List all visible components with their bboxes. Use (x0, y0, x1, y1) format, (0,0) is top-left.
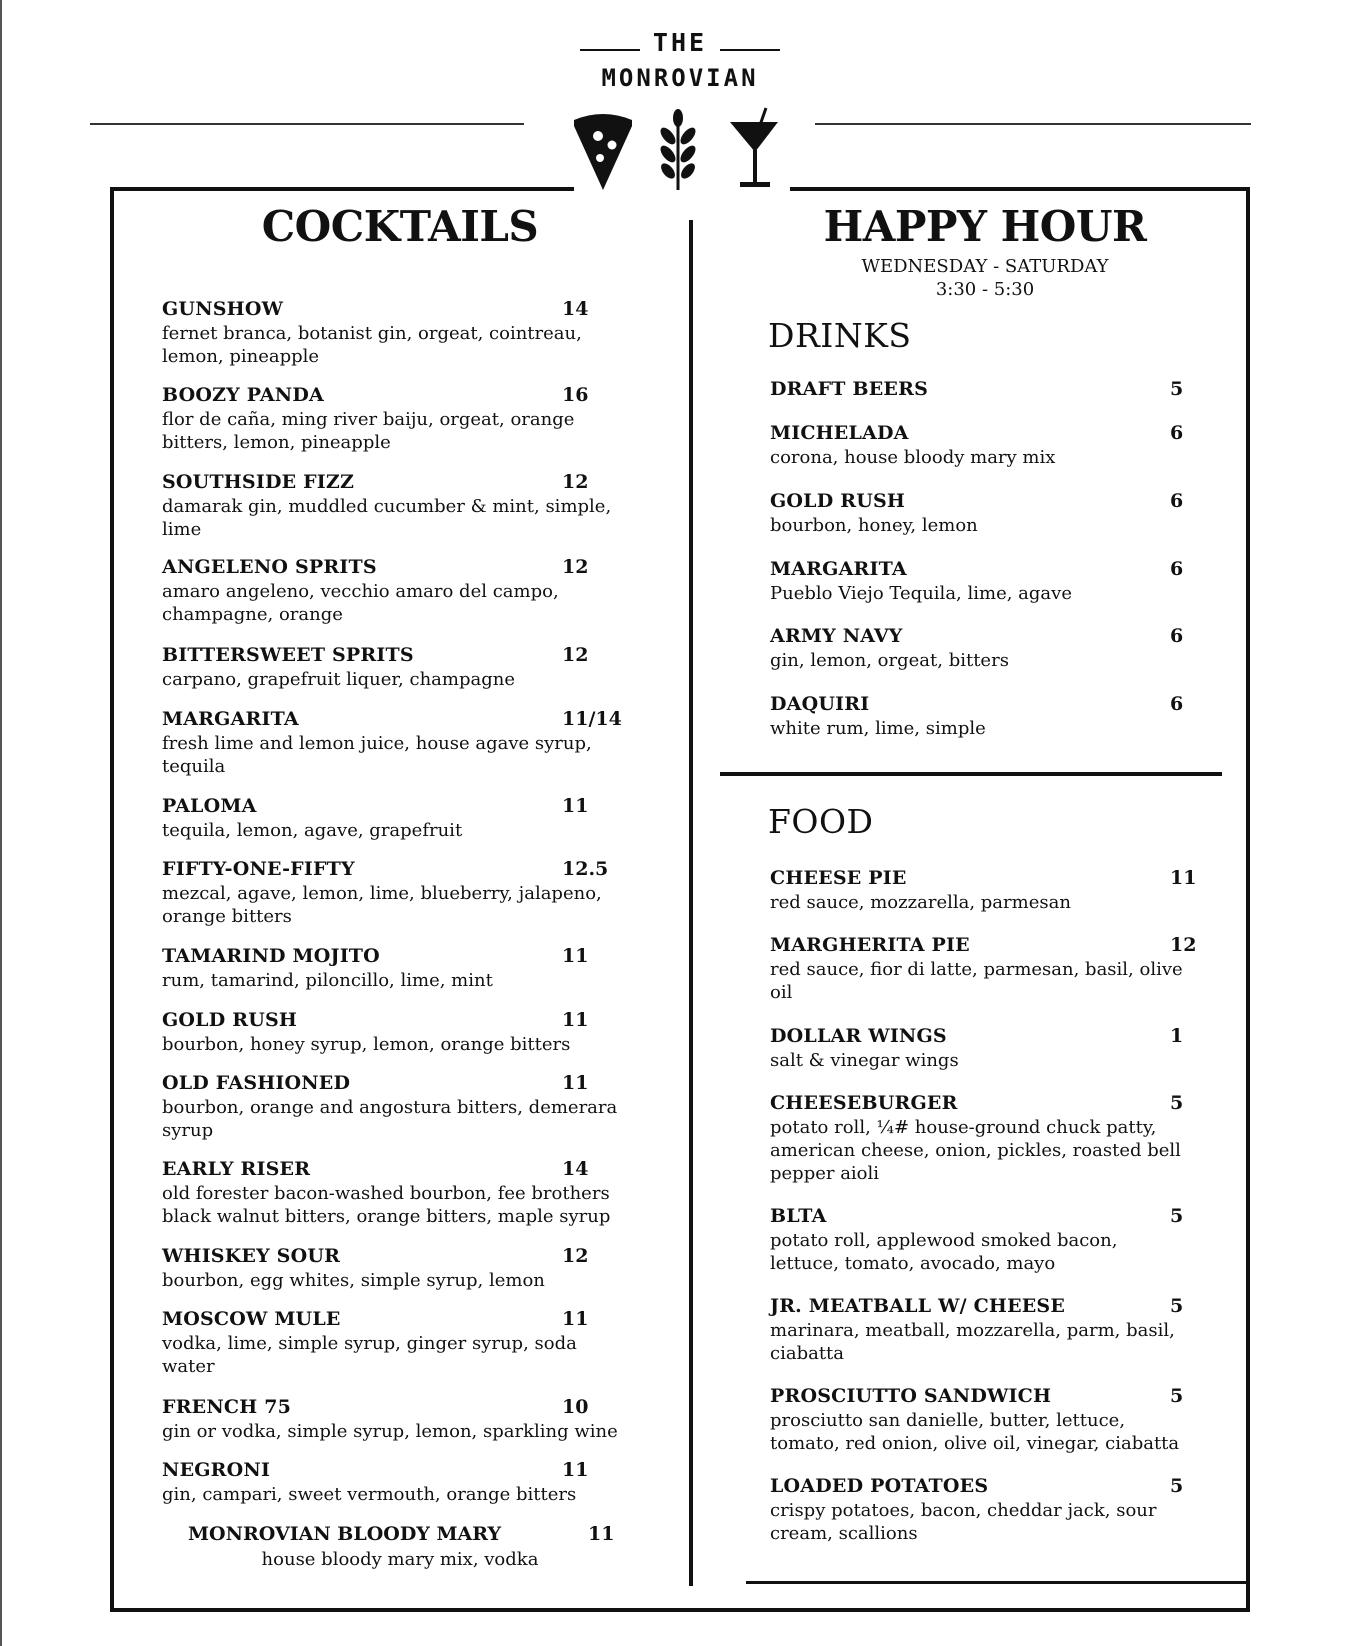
cocktail-item-description-line: tequila, lemon, agave, grapefruit (162, 820, 463, 841)
happy-hour-bottom-rule (746, 1581, 1248, 1584)
food-item-description (770, 891, 1071, 914)
frame-bottom (110, 1608, 1250, 1612)
food-item-description (770, 1229, 1117, 1275)
food-item-description (770, 1409, 1179, 1455)
drink-item-price: 6 (1170, 558, 1184, 580)
cocktail-item-price: 11 (562, 1072, 589, 1094)
happy-hour-days: WEDNESDAY - SATURDAY (861, 256, 1109, 277)
cocktails-title: COCKTAILS (261, 202, 539, 251)
featured-cocktail (140, 1523, 660, 1571)
cocktail-item-description-line: amaro angeleno, vecchio amaro del campo, (162, 581, 559, 602)
food-item-name: CHEESEBURGER (770, 1092, 958, 1114)
food-item-description-line: tomato, red onion, olive oil, vinegar, ciabatta (770, 1433, 1180, 1454)
cocktail-item-description (162, 819, 462, 842)
food-item-price: 5 (1170, 1092, 1184, 1114)
happy-hour-title: HAPPY HOUR (823, 202, 1147, 251)
cocktail-item-name: PALOMA (162, 795, 257, 817)
cocktail-item-name: GOLD RUSH (162, 1009, 298, 1031)
food-item-price: 5 (1170, 1295, 1184, 1317)
cocktail-item-description-line: bourbon, honey syrup, lemon, orange bitters (162, 1034, 571, 1055)
pizza-slice-icon (572, 112, 634, 192)
food-item-description (770, 1319, 1175, 1365)
cocktail-item-price: 12 (562, 471, 589, 493)
drink-item-name: ARMY NAVY (770, 625, 903, 647)
food-item-description-line: marinara, meatball, mozzarella, parm, basil, (770, 1320, 1175, 1341)
cocktail-item-description-line: carpano, grapefruit liquer, champagne (162, 669, 515, 690)
frame-top-right (790, 187, 1250, 191)
cocktail-item-description-line: old forester bacon-washed bourbon, fee brothers (162, 1183, 610, 1204)
brand-name: MONROVIAN (601, 64, 759, 92)
header-rule-right (815, 123, 1251, 125)
drinks-title: DRINKS (768, 316, 912, 355)
drink-item-description (770, 649, 1009, 672)
cocktail-item-name: MARGARITA (162, 708, 299, 730)
cocktail-item-description-line: water (162, 1356, 215, 1377)
cocktail-item-description (162, 1483, 576, 1506)
drink-item-description-line: gin, lemon, orgeat, bitters (770, 650, 1009, 671)
cocktail-item-price: 12 (562, 644, 589, 666)
cocktail-item-name: ANGELENO SPRITS (162, 556, 377, 578)
cocktail-item-description (162, 408, 574, 454)
cocktail-item-description (162, 1332, 577, 1378)
food-item-description (770, 1049, 959, 1072)
drink-item-price: 5 (1170, 378, 1184, 400)
cocktail-item-description (162, 1420, 618, 1443)
cocktail-item-description (162, 969, 493, 992)
frame-left (110, 187, 114, 1612)
cocktail-item-name: TAMARIND MOJITO (162, 945, 380, 967)
cocktail-item-price: 12.5 (562, 858, 609, 880)
cocktail-item-description (162, 1096, 617, 1142)
cocktail-item-description-line: fresh lime and lemon juice, house agave syrup, (162, 733, 592, 754)
cocktail-item-description-line: champagne, orange (162, 604, 343, 625)
food-item-name: LOADED POTATOES (770, 1475, 989, 1497)
cocktail-item-name: EARLY RISER (162, 1158, 311, 1180)
cocktail-item-description (162, 1269, 545, 1292)
featured-cocktail-desc: house bloody mary mix, vodka (261, 1549, 539, 1570)
food-item-description-line: cream, scallions (770, 1523, 918, 1544)
food-item-description-line: ciabatta (770, 1343, 845, 1364)
brand-top: THE (652, 28, 708, 57)
cocktail-item-price: 10 (562, 1396, 589, 1418)
cocktail-item-description-line: gin, campari, sweet vermouth, orange bitters (162, 1484, 577, 1505)
drink-item-description-line: bourbon, honey, lemon (770, 515, 978, 536)
cocktail-item-description (162, 322, 582, 368)
drink-item-name: MARGARITA (770, 558, 907, 580)
cocktail-item-name: MOSCOW MULE (162, 1308, 341, 1330)
cocktail-item-price: 16 (562, 384, 589, 406)
cocktail-item-description-line: bitters, lemon, pineapple (162, 432, 391, 453)
food-item-name: DOLLAR WINGS (770, 1025, 947, 1047)
food-item-description-line: crispy potatoes, bacon, cheddar jack, sour (770, 1500, 1157, 1521)
drink-item-price: 6 (1170, 625, 1184, 647)
cocktail-item-name: BOOZY PANDA (162, 384, 324, 406)
cocktail-item-price: 11 (562, 945, 589, 967)
page-edge (0, 0, 2, 1646)
cocktail-item-price: 11 (562, 1459, 589, 1481)
cocktail-item-description (162, 1182, 610, 1228)
cocktail-item-price: 12 (562, 556, 589, 578)
happy-hour-section-divider (720, 772, 1222, 776)
food-item-name: JR. MEATBALL W/ CHEESE (770, 1295, 1066, 1317)
cocktail-item-price: 11 (562, 795, 589, 817)
food-item-description-line: lettuce, tomato, avocado, mayo (770, 1253, 1056, 1274)
cocktail-item-name: SOUTHSIDE FIZZ (162, 471, 355, 493)
drink-item-description-line: corona, house bloody mary mix (770, 447, 1056, 468)
food-item-price: 5 (1170, 1475, 1184, 1497)
food-item-price: 11 (1170, 867, 1197, 889)
frame-right (1246, 187, 1250, 1612)
drink-item-name: MICHELADA (770, 422, 909, 444)
happy-hour-hours: 3:30 - 5:30 (935, 279, 1035, 300)
cocktail-item-description (162, 732, 592, 778)
cocktail-item-name: BITTERSWEET SPRITS (162, 644, 414, 666)
cocktail-item-description-line: orange bitters (162, 906, 292, 927)
header-rule-left (90, 123, 524, 125)
cocktail-item-price: 11 (562, 1009, 589, 1031)
cocktail-item-description-line: rum, tamarind, piloncillo, lime, mint (162, 970, 493, 991)
cocktail-item-description-line: lime (162, 519, 202, 540)
food-item-name: MARGHERITA PIE (770, 934, 970, 956)
cocktail-item-description-line: fernet branca, botanist gin, orgeat, cointreau, (162, 323, 582, 344)
cocktail-item-description-line: damarak gin, muddled cucumber & mint, simple, (162, 496, 612, 517)
wheat-icon (656, 108, 700, 192)
drink-item-description (770, 717, 986, 740)
food-title: FOOD (768, 802, 874, 841)
food-item-price: 1 (1170, 1025, 1184, 1047)
food-item-name: PROSCIUTTO SANDWICH (770, 1385, 1052, 1407)
cocktail-item-description (162, 882, 602, 928)
food-item-description-line: american cheese, onion, pickles, roasted bell (770, 1140, 1181, 1161)
food-item-description-line: prosciutto san danielle, butter, lettuce, (770, 1410, 1126, 1431)
cocktail-item-description-line: syrup (162, 1120, 214, 1141)
food-item-description-line: oil (770, 982, 793, 1003)
cocktail-item-name: FIFTY-ONE-FIFTY (162, 858, 355, 880)
food-item-name: CHEESE PIE (770, 867, 907, 889)
martini-glass-icon (726, 104, 784, 192)
cocktail-item-description (162, 668, 515, 691)
cocktail-item-description-line: lemon, pineapple (162, 346, 320, 367)
cocktail-item-description-line: mezcal, agave, lemon, lime, blueberry, jalapeno, (162, 883, 602, 904)
food-item-price: 5 (1170, 1385, 1184, 1407)
drink-item-price: 6 (1170, 490, 1184, 512)
food-item-description-line: red sauce, fior di latte, parmesan, basil, olive (770, 959, 1183, 980)
cocktail-item-description-line: bourbon, egg whites, simple syrup, lemon (162, 1270, 545, 1291)
drink-item-description (770, 514, 978, 537)
cocktail-item-description-line: black walnut bitters, orange bitters, maple syrup (162, 1206, 611, 1227)
cocktail-item-price: 12 (562, 1245, 589, 1267)
food-item-description (770, 958, 1183, 1004)
cocktail-item-price: 14 (562, 298, 589, 320)
food-item-description-line: potato roll, applewood smoked bacon, (770, 1230, 1118, 1251)
food-item-description-line: red sauce, mozzarella, parmesan (770, 892, 1071, 913)
drink-item-name: GOLD RUSH (770, 490, 906, 512)
cocktail-item-description-line: vodka, lime, simple syrup, ginger syrup, soda (162, 1333, 577, 1354)
drink-item-description (770, 582, 1072, 605)
featured-cocktail-name: MONROVIAN BLOODY MARY (188, 1523, 502, 1545)
cocktail-item-price: 11 (562, 1308, 589, 1330)
cocktail-item-name: OLD FASHIONED (162, 1072, 351, 1094)
cocktail-item-name: WHISKEY SOUR (162, 1245, 341, 1267)
cocktail-item-description-line: gin or vodka, simple syrup, lemon, sparkling wine (162, 1421, 618, 1442)
cocktail-item-description-line: flor de caña, ming river baiju, orgeat, orange (162, 409, 575, 430)
drink-item-price: 6 (1170, 422, 1184, 444)
cocktail-item-description (162, 1033, 570, 1056)
logo-rule-right (720, 49, 780, 51)
cocktail-item-name: FRENCH 75 (162, 1396, 292, 1418)
food-item-price: 5 (1170, 1205, 1184, 1227)
cocktail-item-description-line: tequila (162, 756, 226, 777)
drink-item-description-line: white rum, lime, simple (770, 718, 986, 739)
drink-item-name: DAQUIRI (770, 693, 870, 715)
drink-item-name: DRAFT BEERS (770, 378, 928, 400)
food-item-description-line: pepper aioli (770, 1163, 880, 1184)
cocktail-item-description-line: bourbon, orange and angostura bitters, demerara (162, 1097, 618, 1118)
cocktail-item-description (162, 495, 611, 541)
featured-cocktail-price: 11 (588, 1523, 615, 1545)
food-item-description (770, 1499, 1156, 1545)
frame-top-left (110, 187, 574, 191)
cocktail-item-name: NEGRONI (162, 1459, 271, 1481)
food-item-name: BLTA (770, 1205, 827, 1227)
drink-item-description (770, 446, 1055, 469)
drink-item-price: 6 (1170, 693, 1184, 715)
column-divider (689, 220, 693, 1586)
cocktail-item-name: GUNSHOW (162, 298, 284, 320)
drink-item-description-line: Pueblo Viejo Tequila, lime, agave (770, 583, 1072, 604)
food-item-description (770, 1116, 1181, 1185)
food-item-description-line: salt & vinegar wings (770, 1050, 959, 1071)
food-item-description-line: potato roll, ¼# house-ground chuck patty, (770, 1117, 1157, 1138)
cocktail-item-price: 11/14 (562, 708, 622, 730)
food-item-price: 12 (1170, 934, 1197, 956)
cocktail-item-description (162, 580, 559, 626)
cocktail-item-price: 14 (562, 1158, 589, 1180)
